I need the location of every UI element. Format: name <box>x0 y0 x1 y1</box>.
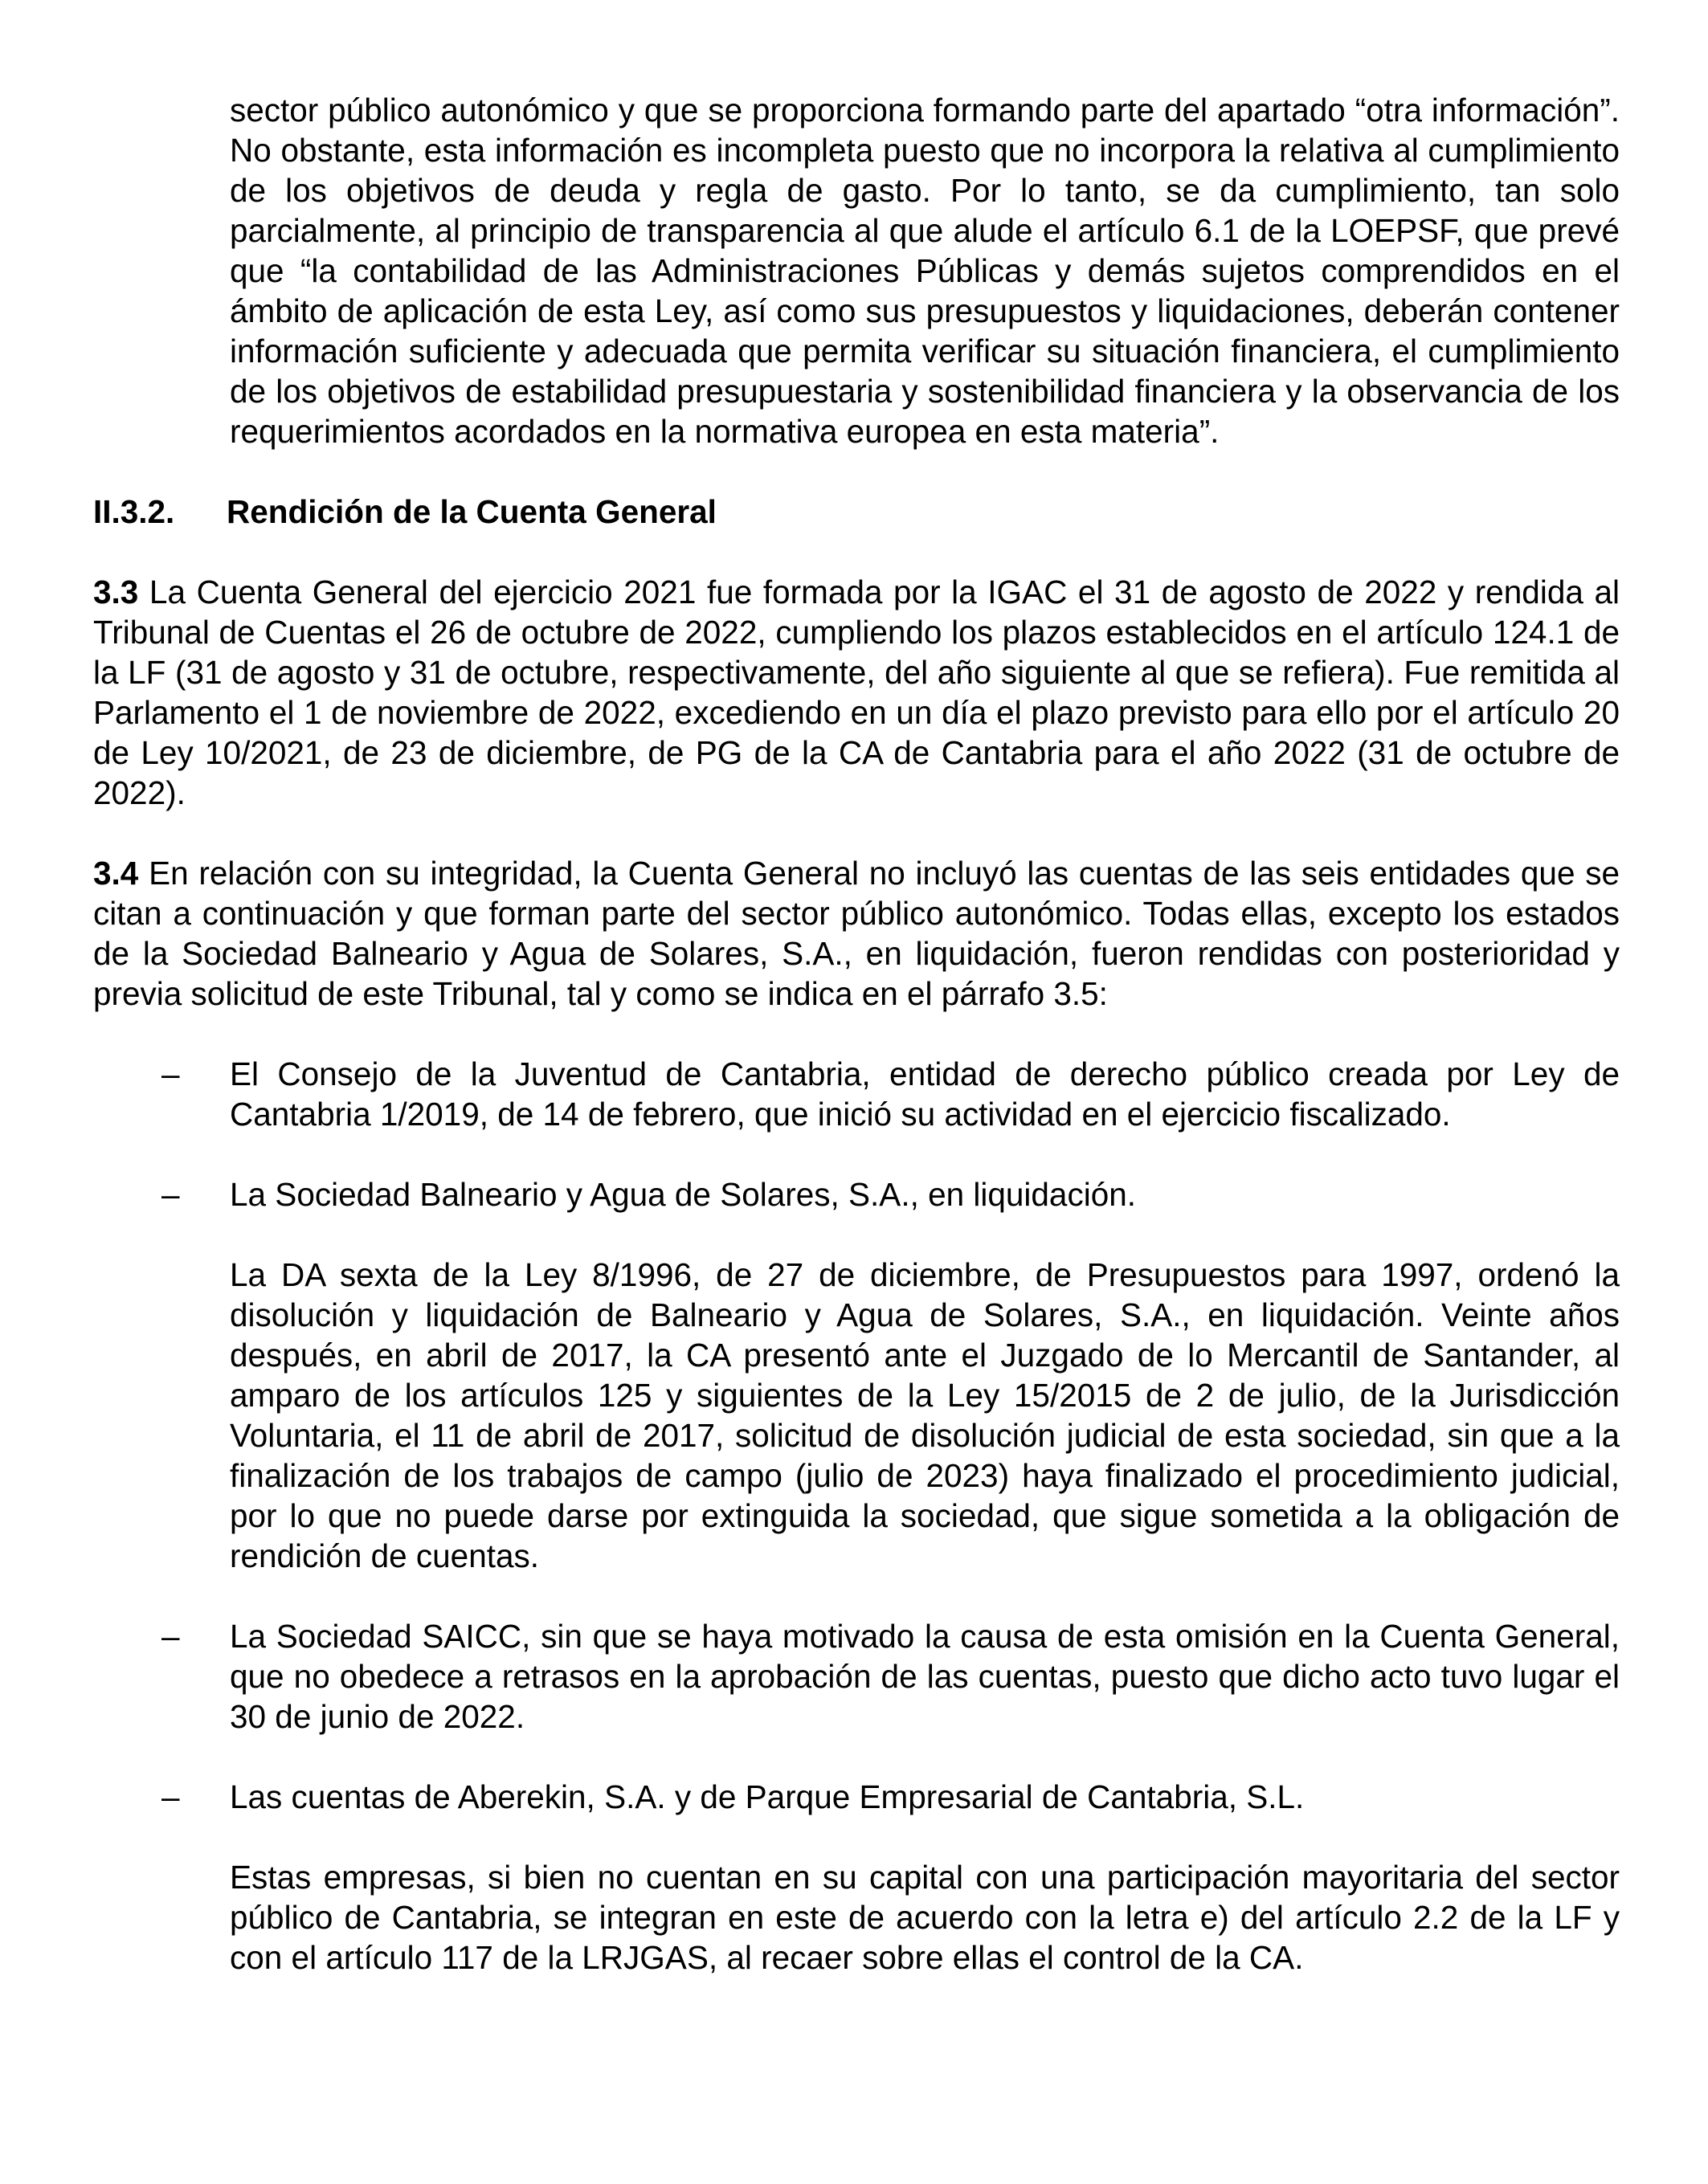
bullet-dash: – <box>161 1618 180 1655</box>
list-item-text: Las cuentas de Aberekin, S.A. y de Parque Empresarial de Cantabria, S.L. <box>230 1778 1305 1815</box>
section-number: II.3.2. <box>93 493 175 530</box>
list-item <box>93 1174 1620 1214</box>
continuation-paragraph: sector público autonómico y que se proporciona formando parte del apartado “otra información”. No obstante, esta información es incompleta puesto que no incorpora la relativa al cumplimiento de los objetivos de deuda y regla de gasto. Por lo tanto, se da cumplimiento, tan solo parcialmente, al principio de transparencia al que alude el artículo 6.1 de la LOEPSF, que prevé que “la contabilidad de las Administraciones Públicas y demás sujetos comprendidos en el ámbito de aplicación de esta Ley, así como sus presupuestos y liquidaciones, deberán contener información suficiente y adecuada que permita verificar su situación financiera, el cumplimiento de los objetivos de estabilidad presupuestaria y sostenibilidad financiera y la observancia de los requerimientos acordados en la normativa europea en esta materia”. <box>230 92 1620 450</box>
list-item <box>93 1616 1620 1737</box>
bullet-dash: – <box>161 1055 180 1092</box>
section-heading <box>93 492 1620 532</box>
paragraph-3-4 <box>93 853 1620 1014</box>
list-item <box>93 1777 1620 1817</box>
bullet-dash: – <box>161 1176 180 1213</box>
bullet-dash: – <box>161 1778 180 1815</box>
paragraph-number: 3.4 <box>93 855 139 892</box>
paragraph-text: En relación con su integridad, la Cuenta General no incluyó las cuentas de las seis entidades que se citan a continuación y que forman parte del sector público autonómico. Todas ellas, excepto los estados de la Sociedad Balneario y Agua de Solares, S.A., en liquidación, fueron rendidas con posterioridad y previa solicitud de este Tribunal, tal y como se indica en el párrafo 3.5: <box>93 855 1620 1012</box>
section-title: Rendición de la Cuenta General <box>227 493 717 530</box>
paragraph-text: La Cuenta General del ejercicio 2021 fue formada por la IGAC el 31 de agosto de 2022 y rendida al Tribunal de Cuentas el 26 de octubre de 2022, cumpliendo los plazos establecidos en el artículo 124.1 de la LF (31 de agosto y 31 de octubre, respectivamente, del año siguiente al que se refiera). Fue remitida al Parlamento el 1 de noviembre de 2022, excediendo en un día el plazo previsto para ello por el artículo 20 de Ley 10/2021, de 23 de diciembre, de PG de la CA de Cantabria para el año 2022 (31 de octubre de 2022). <box>93 574 1620 811</box>
document-page <box>93 90 1620 1978</box>
paragraph-number: 3.3 <box>93 574 139 610</box>
list-item-text: La Sociedad Balneario y Agua de Solares, S.A., en liquidación. <box>230 1176 1137 1213</box>
list-item <box>93 1054 1620 1134</box>
list-item-detail: La DA sexta de la Ley 8/1996, de 27 de diciembre, de Presupuestos para 1997, ordenó la disolución y liquidación de Balneario y Agua de Solares, S.A., en liquidación. Veinte años después, en abril de 2017, la CA presentó ante el Juzgado de lo Mercantil de Santander, al amparo de los artículos 125 y siguientes de la Ley 15/2015 de 2 de julio, de la Jurisdicción Voluntaria, el 11 de abril de 2017, solicitud de disolución judicial de esta sociedad, sin que a la finalización de los trabajos de campo (julio de 2023) haya finalizado el procedimiento judicial, por lo que no puede darse por extinguida la sociedad, que sigue sometida a la obligación de rendición de cuentas. <box>230 1256 1620 1574</box>
list-item-text: El Consejo de la Juventud de Cantabria, entidad de derecho público creada por Ley de Cantabria 1/2019, de 14 de febrero, que inició su actividad en el ejercicio fiscalizado. <box>230 1055 1620 1133</box>
list-item-text: La Sociedad SAICC, sin que se haya motivado la causa de esta omisión en la Cuenta General, que no obedece a retrasos en la aprobación de las cuentas, puesto que dicho acto tuvo lugar el 30 de junio de 2022. <box>230 1618 1620 1735</box>
paragraph-3-3 <box>93 572 1620 813</box>
list-item-detail: Estas empresas, si bien no cuentan en su capital con una participación mayoritaria del sector público de Cantabria, se integran en este de acuerdo con la letra e) del artículo 2.2 de la LF y con el artículo 117 de la LRJGAS, al recaer sobre ellas el control de la CA. <box>230 1859 1620 1976</box>
